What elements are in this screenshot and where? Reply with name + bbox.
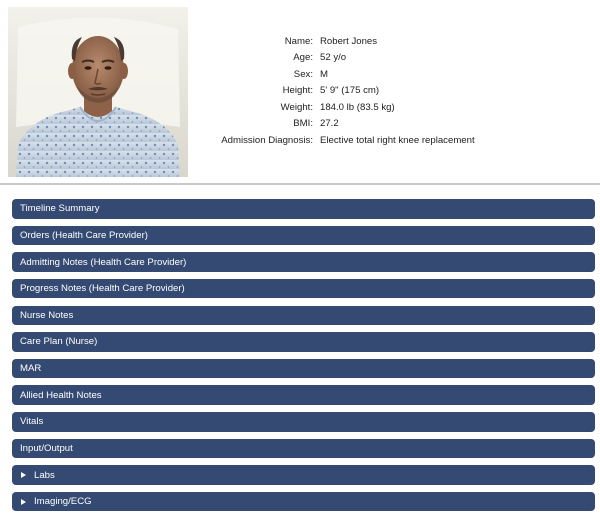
section-admitting-notes[interactable] [12, 252, 595, 272]
age-value: 52 y/o [320, 52, 347, 64]
name-value: Robert Jones [320, 35, 378, 47]
section-label: Progress Notes (Health Care Provider) [20, 283, 185, 295]
bmi-label: BMI: [293, 118, 313, 130]
info-row-weight [200, 99, 595, 116]
info-row-age [200, 50, 595, 67]
section-mar[interactable] [12, 359, 595, 379]
weight-label: Weight: [280, 101, 313, 113]
section-nurse-notes[interactable] [12, 306, 595, 326]
patient-portrait [8, 7, 188, 177]
info-row-bmi [200, 116, 595, 133]
sex-label: Sex: [293, 68, 313, 80]
section-labs[interactable] [12, 465, 595, 485]
info-row-name [200, 33, 595, 50]
section-imaging-ecg[interactable] [12, 492, 595, 512]
section-label: MAR [20, 363, 42, 374]
height-value: 5' 9" (175 cm) [320, 85, 380, 97]
section-vitals[interactable] [12, 412, 595, 432]
header-divider [0, 183, 600, 185]
section-label: Input/Output [20, 442, 73, 454]
section-label: Orders (Health Care Provider) [20, 229, 148, 241]
section-label: Nurse Notes [20, 309, 74, 321]
patient-header [0, 0, 600, 182]
info-row-sex [200, 66, 595, 83]
section-label: Vitals [20, 416, 44, 428]
info-row-diagnosis [200, 133, 595, 150]
section-label: Labs [34, 469, 55, 481]
chart-sections [12, 199, 595, 519]
section-label: Allied Health Notes [20, 389, 102, 401]
section-input-output[interactable] [12, 439, 595, 459]
height-label: Height: [282, 85, 313, 97]
weight-value: 184.0 lb (83.5 kg) [320, 101, 395, 113]
section-care-plan[interactable] [12, 332, 595, 352]
diagnosis-label: Admission Diagnosis: [221, 135, 313, 147]
info-row-height [200, 83, 595, 100]
section-allied-health-notes[interactable] [12, 385, 595, 405]
bmi-value: 27.2 [320, 118, 339, 130]
section-label: Timeline Summary [20, 203, 100, 215]
caret-right-icon [21, 472, 26, 478]
name-label: Name: [284, 35, 313, 47]
section-label: Care Plan (Nurse) [20, 336, 98, 348]
section-orders[interactable] [12, 226, 595, 246]
section-progress-notes[interactable] [12, 279, 595, 299]
patient-portrait-image [8, 7, 188, 177]
section-timeline-summary[interactable] [12, 199, 595, 219]
diagnosis-value: Elective total right knee replacement [320, 135, 475, 147]
caret-right-icon [21, 499, 26, 505]
section-label: Imaging/ECG [34, 496, 92, 508]
age-label: Age: [293, 52, 313, 64]
sex-value: M [320, 68, 328, 80]
section-label: Admitting Notes (Health Care Provider) [20, 256, 187, 268]
patient-info [200, 33, 595, 149]
